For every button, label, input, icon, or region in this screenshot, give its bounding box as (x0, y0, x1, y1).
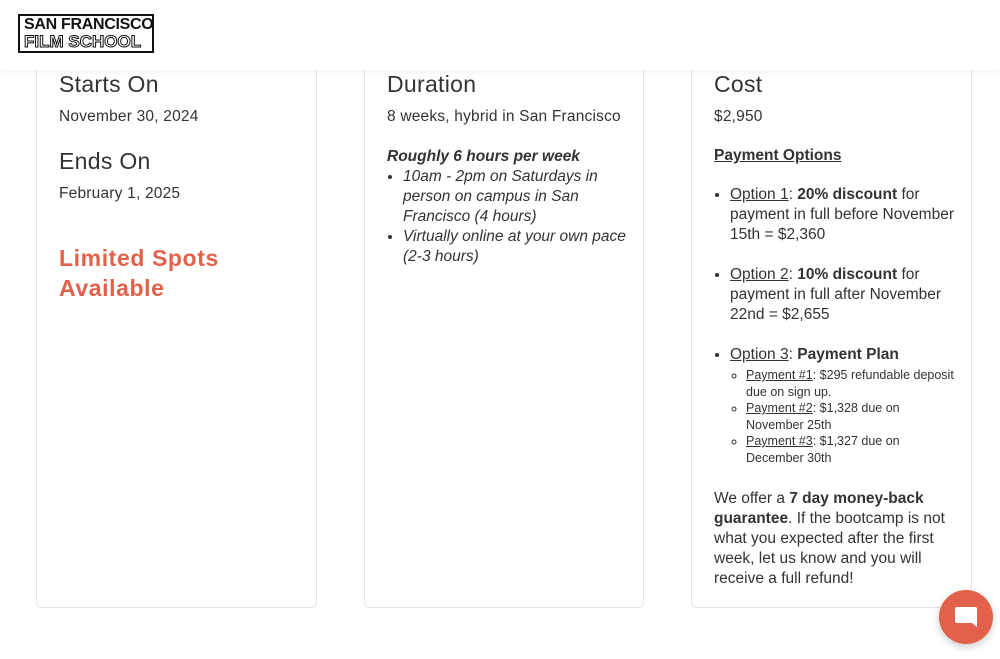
duration-value: 8 weeks, hybrid in San Francisco (387, 108, 621, 125)
logo-line-2: FILM SCHOOL (24, 32, 142, 51)
option-2-discount: 10% discount (797, 266, 898, 283)
payment-options-list (714, 185, 954, 486)
payment-3-link[interactable]: Payment #3 (746, 434, 813, 448)
starts-value: November 30, 2024 (59, 108, 199, 125)
cost-heading: Cost (714, 71, 763, 97)
guarantee-text (714, 489, 950, 589)
duration-card (364, 50, 644, 608)
payment-plan-list (730, 367, 954, 466)
logo-line-1: SAN FRANCISCO (24, 16, 154, 33)
option-2-link[interactable]: Option 2 (730, 266, 789, 283)
site-logo[interactable] (18, 14, 154, 53)
guarantee-post: . If the bootcamp is not what you expected after the first week, let us know and you will receive a full refund! (714, 510, 945, 587)
option-3-item: • Option 3: Payment Plan ◦ Payment #1: $295 refundable deposit due on sign up. ◦ Payment #2: $1,328 due on November 25th ◦ Payment #3: $1,327 due on December 30th (730, 345, 954, 466)
option-2-item: • Option 2: 10% discount for payment in full after November 22nd = $2,655 (730, 265, 954, 325)
site-header (0, 0, 1000, 70)
payment-3-text: : $1,327 due on December 30th (746, 434, 900, 465)
option-1-text: for payment in full before November 15th = $2,360 (730, 186, 955, 243)
cost-card (691, 50, 972, 608)
payment-2-text: : $1,328 due on November 25th (746, 401, 900, 432)
list-item (746, 400, 954, 433)
option-1-link[interactable]: Option 1 (730, 186, 789, 203)
hours-title: Roughly 6 hours per week (387, 148, 580, 165)
hours-block (387, 147, 627, 267)
option-1-item: • Option 1: 20% discount for payment in full before November 15th = $2,360 (730, 185, 954, 245)
dates-card (36, 50, 317, 608)
starts-heading: Starts On (59, 71, 159, 97)
chat-bubble-icon (952, 603, 980, 631)
chat-button[interactable] (939, 590, 993, 644)
guarantee-bold: 7 day money-back guarantee (714, 490, 924, 527)
option-3-plan: Payment Plan (797, 346, 899, 363)
list-item (746, 367, 954, 400)
ends-heading: Ends On (59, 148, 151, 174)
cost-value: $2,950 (714, 108, 763, 125)
option-3-link[interactable]: Option 3 (730, 346, 789, 363)
list-item: • Virtually online at your own pace (2-3 hours) (403, 227, 627, 267)
list-item (746, 433, 954, 466)
payment-options-title: Payment Options (714, 147, 842, 164)
ends-value: February 1, 2025 (59, 185, 181, 202)
duration-heading: Duration (387, 71, 477, 97)
limited-spots-label: Limited Spots Available (59, 245, 219, 301)
payment-1-link[interactable]: Payment #1 (746, 368, 813, 382)
payment-2-link[interactable]: Payment #2 (746, 401, 813, 415)
payment-1-text: : $295 refundable deposit due on sign up. (746, 368, 954, 399)
option-2-text: for payment in full after November 22nd = $2,655 (730, 266, 942, 323)
option-1-discount: 20% discount (797, 186, 898, 203)
guarantee-pre: We offer a (714, 490, 790, 507)
list-item: • 10am - 2pm on Saturdays in person on campus in San Francisco (4 hours) (403, 167, 627, 227)
hours-list (387, 167, 627, 267)
